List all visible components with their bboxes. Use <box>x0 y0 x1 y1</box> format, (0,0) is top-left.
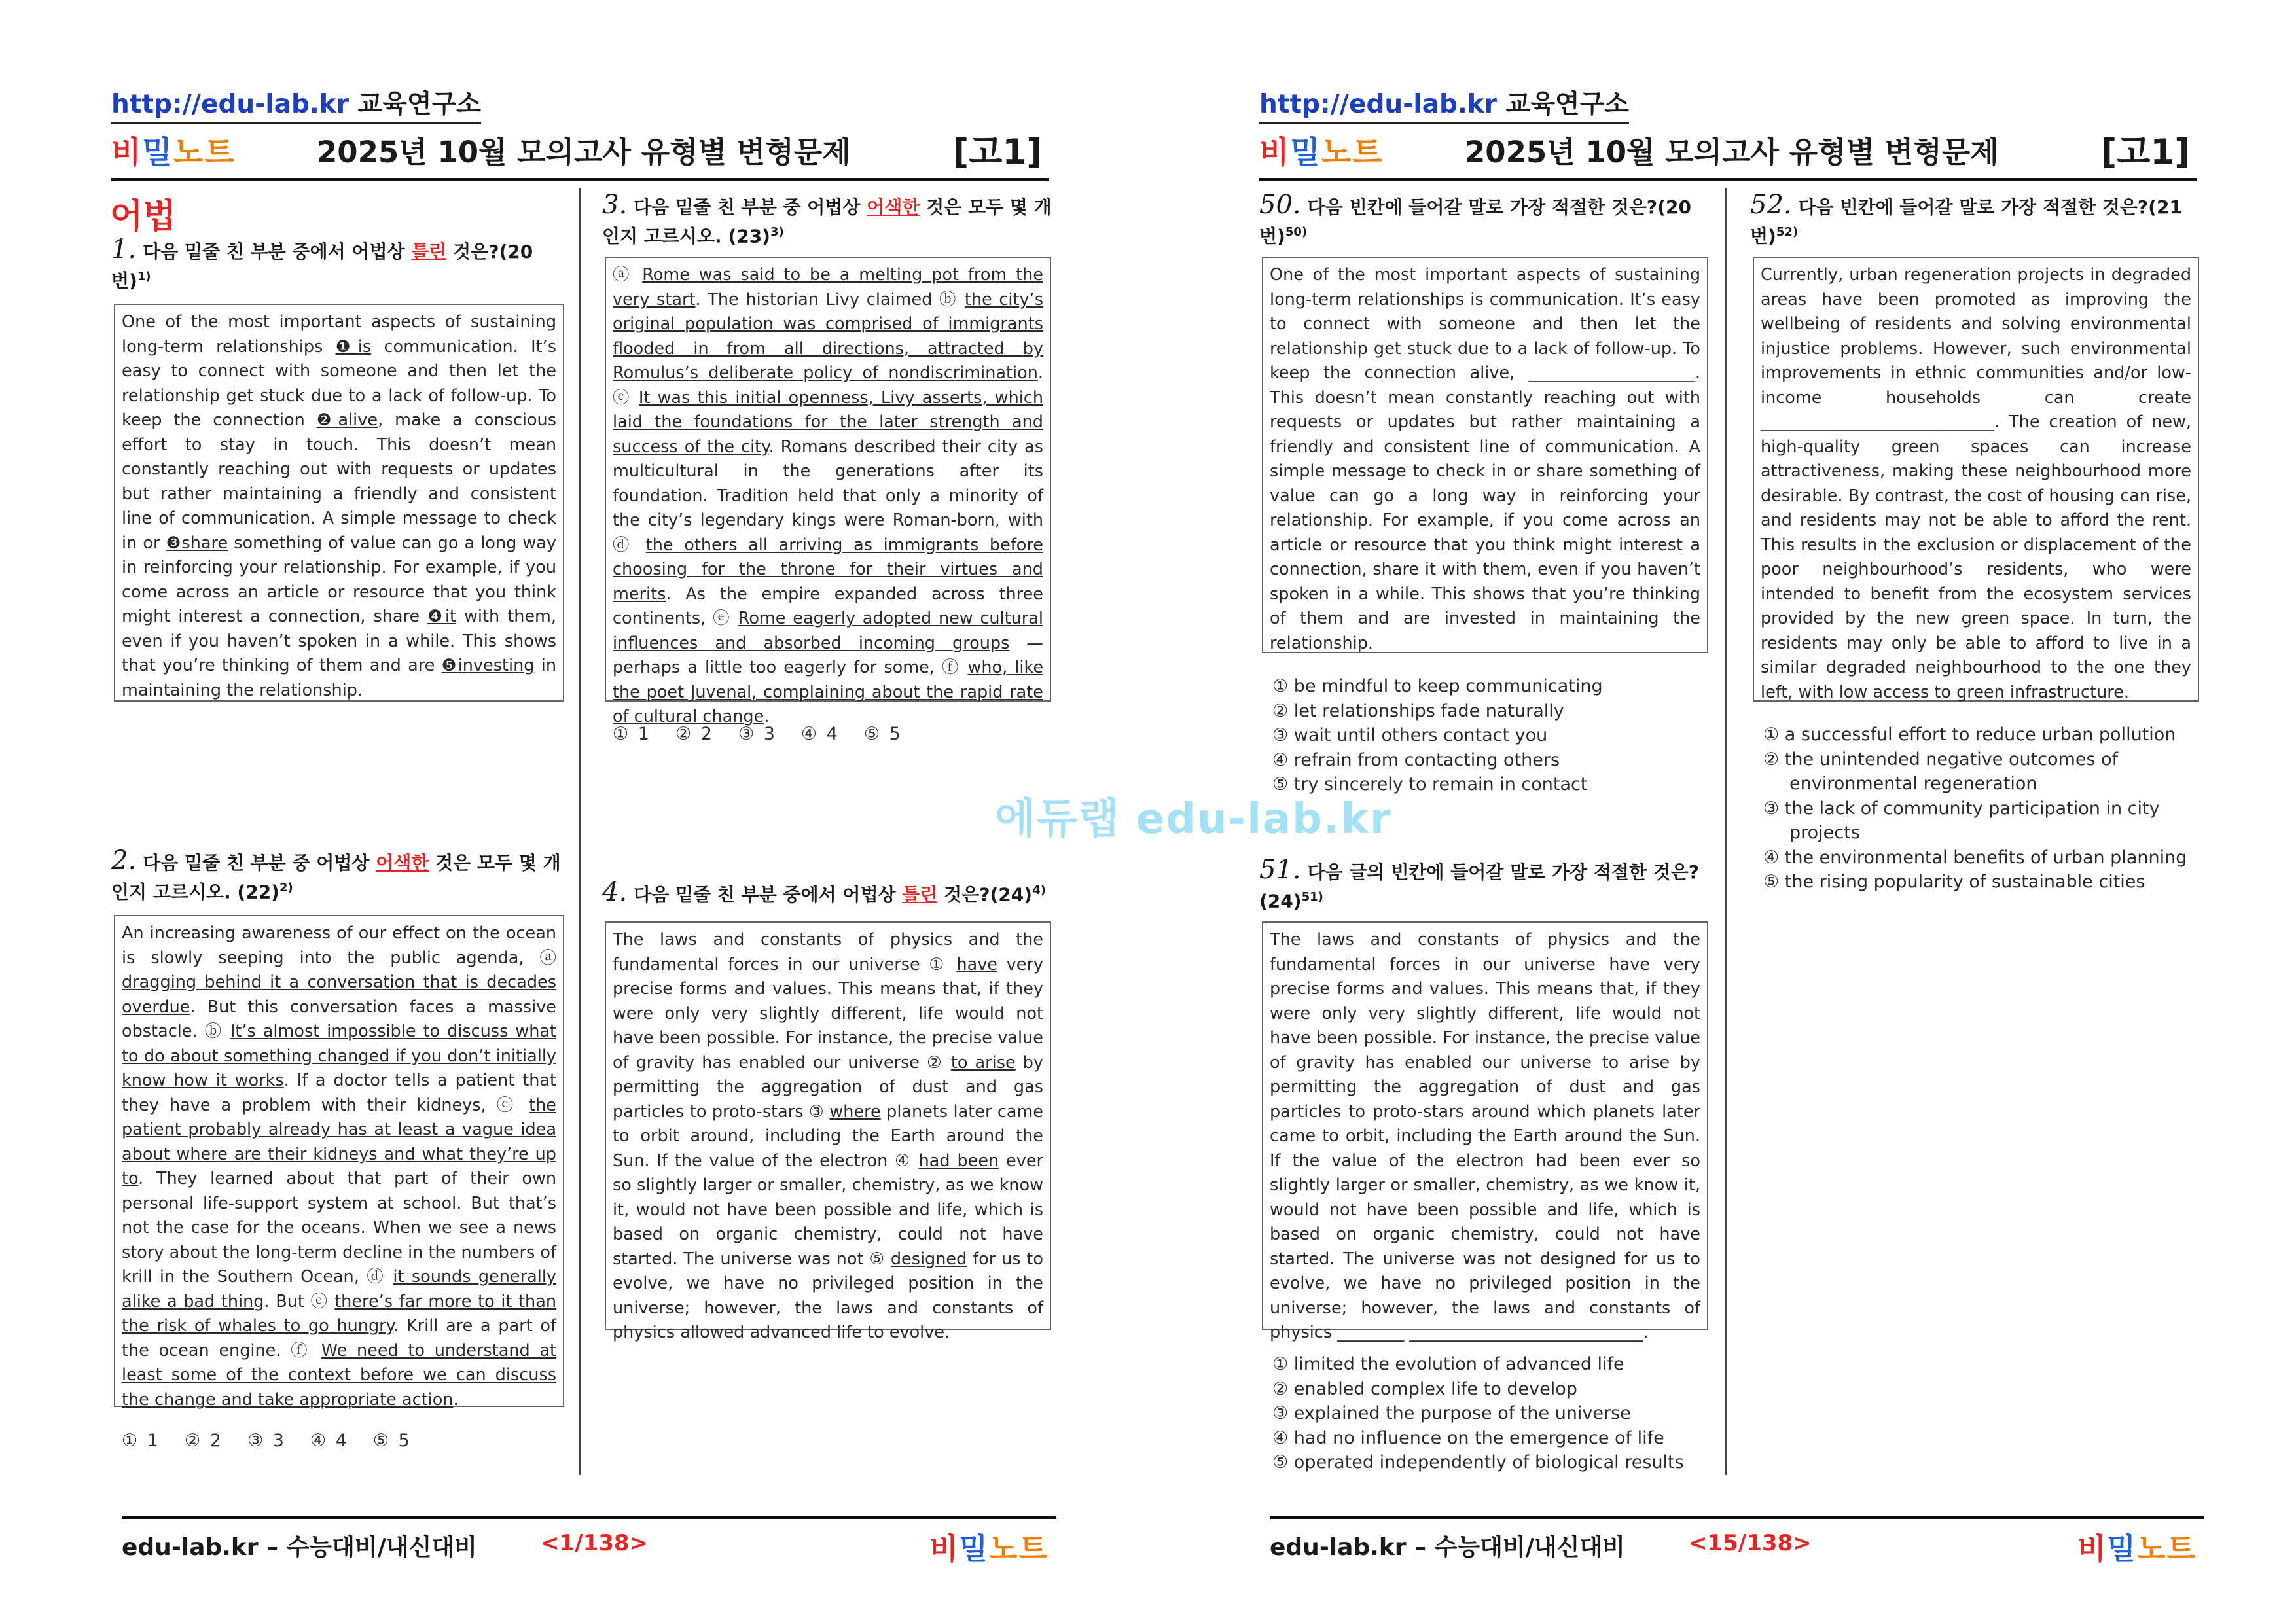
question-52-options <box>1763 722 2195 895</box>
question-51-prompt: 51. 다음 글의 빈칸에 들어갈 말로 가장 적절한 것은$?(24)^{51)}$ <box>1259 855 1700 912</box>
q1-text-segment: One of the most important aspects of sustaining long-term relationships <box>122 312 556 357</box>
section-title: 어법 <box>110 197 176 236</box>
footer-text: edu-lab.kr – 수능대비/내신대비 <box>122 1534 477 1561</box>
q3-underlined-segment: It was this initial openness, Livy asserts, which laid the foundations for the later strength and success of the city <box>613 387 1043 457</box>
answer-option[interactable]: ⑤ try sincerely to remain in contact <box>1272 774 1588 794</box>
answer-option[interactable]: ⑤ the rising popularity of sustainable cities <box>1763 872 2145 892</box>
answer-option[interactable]: ⑤ 5 <box>863 724 901 744</box>
q1-underlined-segment: ❶is <box>335 336 372 357</box>
question-50-passage: One of the most important aspects of sustaining long-term relationships is communication. It’s easy to connect with someone and then let the relationship get stuck due to a lack of follow-up. To keep the connection alive, ____________________. This doesn’t mean constantly reaching out with requests or updates but rather maintaining a friendly and consistent line of communication. A simple message to check in or share something of value can go a long way in reinforcing your relationship. For example, if you come across an article or resource that you think might interest a connection, share it with them, even if you haven’t spoken in a while. This shows that you’re thinking of them and are invested in maintaining the relationship. <box>1262 257 1708 653</box>
question-2-options <box>122 1431 436 1451</box>
q1-underlined-segment: ❷alive <box>316 410 378 430</box>
brand-logo: 비밀노트 <box>1259 135 1384 171</box>
watermark: 에듀랩 edu-lab.kr <box>995 795 1392 844</box>
q1-text-segment: communication. It’s easy to connect with someone and then let the relationship get stuck due to a lack of follow-up. To keep the connection <box>122 336 556 430</box>
q4-underlined-segment: to arise <box>950 1052 1016 1073</box>
question-3-options <box>613 724 927 744</box>
answer-option[interactable]: ② the unintended negative outcomes of environmental regeneration <box>1763 749 2119 794</box>
answer-option[interactable]: ① 1 <box>613 724 649 744</box>
q2-text-segment: An increasing awareness of our effect on the ocean is slowly seeping into the public agenda, ⓐ <box>122 923 556 968</box>
answer-option[interactable]: ④ 4 <box>310 1431 347 1451</box>
q4-underlined-segment: designed <box>890 1249 967 1269</box>
answer-option[interactable]: ③ wait until others contact you <box>1272 725 1548 745</box>
question-4-prompt: 4. 다음 밑줄 친 부분 중에서 어법상 틀린 것은$?(24)^{4)}$ <box>602 877 1046 908</box>
question-50-prompt: 50. 다음 빈칸에 들어갈 말로 가장 적절한 것은?(20번)$^{50)}$ <box>1259 190 1691 247</box>
answer-option[interactable]: ② 2 <box>184 1431 221 1451</box>
q2-text-segment: . But this conversation faces a massive obstacle. ⓑ <box>122 997 556 1041</box>
q4-text-segment: ever so slightly larger or smaller, chemistry, as we know it, would not have been possible and life, which is based on organic chemistry, could not have started. The universe was not ⑤ <box>613 1150 1043 1269</box>
q3-underlined-segment: the others all arriving as immigrants before choosing for the throne for their virtues and merits <box>613 535 1043 604</box>
q3-text-segment: ⓐ <box>613 265 643 285</box>
q2-text-segment: . Krill are a part of the ocean engine. ⓕ <box>122 1316 556 1361</box>
answer-option[interactable]: ⑤ 5 <box>372 1431 410 1451</box>
question-2-prompt: 2. 다음 밑줄 친 부분 중 어법상 어색한 것은 모두 몇 개인지 고르시오. $(22)^{2)}$ <box>111 846 561 903</box>
answer-option[interactable]: ④ refrain from contacting others <box>1272 749 1560 770</box>
q4-text-segment: planets later came to orbit around, including the Earth around the Sun. If the value of the electron ④ <box>613 1101 1043 1171</box>
answer-option[interactable]: ① a successful effort to reduce urban pollution <box>1763 724 2176 745</box>
q2-text-segment: . <box>453 1389 459 1410</box>
question-4-passage <box>605 921 1051 1342</box>
header-rule <box>111 178 1049 181</box>
q4-text-segment: by permitting the aggregation of dust and gas particles to proto-stars ③ <box>613 1052 1044 1122</box>
footer-rule <box>1270 1516 2204 1519</box>
q2-text-segment: . But ⓔ <box>264 1291 335 1311</box>
footer-text: edu-lab.kr – 수능대비/내신대비 <box>1270 1534 1625 1561</box>
footer-page-number: <15/138> <box>1689 1530 1812 1556</box>
answer-option[interactable]: ① be mindful to keep communicating <box>1272 676 1603 696</box>
answer-option[interactable]: ④ 4 <box>800 724 838 744</box>
answer-option[interactable]: ④ had no influence on the emergence of life <box>1272 1427 1664 1448</box>
q4-text-segment: very precise forms and values. This means that, if they were only very slightly different, life would not have been possible. For instance, the precise value of gravity has enabled our universe ② <box>613 954 1043 1073</box>
answer-option[interactable]: ② 2 <box>675 724 712 744</box>
q3-underlined-segment: the city’s original population was comprised of immigrants flooded in from all directions, attracted by Romulus’s deliberate policy of nondiscrimination <box>613 289 1044 383</box>
site-link[interactable]: http://edu-lab.kr 교육연구소 <box>111 84 481 124</box>
page-title: 2025년 10월 모의고사 유형별 변형문제 <box>317 135 851 169</box>
q1-underlined-segment: ❺investing <box>441 656 535 675</box>
footer-brand-logo: 비밀노트 <box>929 1531 1049 1566</box>
q2-underlined-segment: We need to understand at least some of the context before we can discuss the change and take appropriate action <box>122 1340 556 1410</box>
q2-text-segment: . If a doctor tells a patient that they have a problem with their kidneys, ⓒ <box>122 1071 556 1115</box>
question-1-passage <box>114 304 564 702</box>
question-1-prompt: 1. 다음 밑줄 친 부분 중에서 어법상 틀린 것은?(20번)$^{1)}$ <box>111 234 533 292</box>
grade-label: [고1] <box>2101 132 2191 172</box>
answer-option[interactable]: ③ 3 <box>738 724 775 744</box>
q1-text-segment: with them, even if you haven’t spoken in a while. This shows that you’re thinking of them and are <box>122 607 557 675</box>
column-divider <box>1725 188 1727 1475</box>
q2-underlined-segment: there’s far more to it than the risk of whales to go hungry <box>122 1291 556 1336</box>
q2-underlined-segment: dragging behind it a conversation that is decades overdue <box>122 972 556 1017</box>
q1-underlined-segment: ❸share <box>166 533 228 553</box>
question-3-passage <box>605 257 1051 726</box>
question-51-passage: The laws and constants of physics and the fundamental forces in our universe have very precise forms and values. This means that, if they were only very slightly different, life would not have been possible. For instance, the precise value of gravity has enabled our universe to arise by permitting the aggregation of dust and gas particles to proto-stars around which planets later came to orbit, including the Earth around the Sun. If the value of the electron had been ever so slightly larger or smaller, chemistry, as we know it, would not have been possible and life, which is based on organic chemistry, could not have started. The universe was not designed for us to evolve, we have no privileged position in the universe; however, the laws and constants of physics ________ ____________________________. <box>1262 921 1708 1330</box>
q3-underlined-segment: Rome was said to be a melting pot from the very start <box>613 265 1043 310</box>
footer-page-number: <1/138> <box>541 1530 649 1556</box>
q1-underlined-segment: ❹it <box>427 607 457 626</box>
q4-underlined-segment: where <box>829 1101 881 1122</box>
answer-option[interactable]: ③ the lack of community participation in city projects <box>1763 798 2160 843</box>
question-3-prompt: 3. 다음 밑줄 친 부분 중 어법상 어색한 것은 모두 몇 개인지 고르시오. $(23)^{3)}$ <box>602 190 1052 247</box>
q2-text-segment: . They learned about that part of their own personal life-support system at school. But that’s not the case for the oceans. When we see a news story about the long-term decline in the numbers of krill in the Southern Ocean, ⓓ <box>122 1169 556 1287</box>
header-rule <box>1259 178 2197 181</box>
answer-option[interactable]: ① limited the evolution of advanced life <box>1272 1354 1624 1374</box>
question-52-passage: Currently, urban regeneration projects in degraded areas have been promoted as improving the wellbeing of residents and solving environmental injustice problems. However, such environmental improvements in ethnic communities and/or low-income households can create ____________________________. The creation of new, high-quality green spaces can increase attractiveness, making these neighbourhood more desirable. By contrast, the cost of housing can rise, and residents may not be able to afford the rent. This results in the exclusion or displacement of the poor neighbourhood’s residents, who were intended to benefit from the ecosystem services provided by the new green space. In turn, the residents may only be able to afford to live in a similar degraded neighbourhood to the one they left, with low access to green infrastructure. <box>1753 257 2199 702</box>
q1-text-segment: , make a conscious effort to stay in touch. This doesn’t mean constantly reaching out with requests or updates but rather maintaining a friendly and consistent line of communication. A simple message to check in or <box>122 410 556 553</box>
answer-option[interactable]: ③ 3 <box>247 1431 284 1451</box>
q4-underlined-segment: had been <box>918 1150 999 1171</box>
question-52-prompt: 52. 다음 빈칸에 들어갈 말로 가장 적절한 것은?(21번)$^{52)}$ <box>1750 190 2182 247</box>
q3-text-segment: . <box>764 707 770 726</box>
site-link[interactable]: http://edu-lab.kr 교육연구소 <box>1259 84 1629 124</box>
answer-option[interactable]: ⑤ operated independently of biological results <box>1272 1452 1684 1472</box>
q3-text-segment: . As the empire expanded across three continents, ⓔ <box>613 584 1043 628</box>
q3-underlined-segment: who, like the poet Juvenal, complaining about the rapid rate of cultural change <box>613 658 1044 726</box>
q3-underlined-segment: Rome eagerly adopted new cultural influences and absorbed incoming groups <box>613 609 1043 653</box>
q4-underlined-segment: have <box>956 954 997 974</box>
q3-text-segment: . The historian Livy claimed ⓑ <box>695 289 965 310</box>
q2-underlined-segment: It’s almost impossible to discuss what to do about something changed if you don’t initially know how it works <box>122 1022 556 1090</box>
q3-text-segment: — perhaps a little too eagerly for some, ⓕ <box>613 633 1043 677</box>
q1-text-segment: in maintaining the relationship. <box>122 656 556 700</box>
question-51-options <box>1272 1352 1704 1475</box>
question-50-options <box>1272 674 1704 797</box>
answer-option[interactable]: ① 1 <box>122 1431 158 1451</box>
q2-underlined-segment: the patient probably already has at least a vague idea about where are their kidneys and what they’re up to <box>122 1095 556 1188</box>
question-2-passage <box>114 915 564 1410</box>
q4-text-segment: The laws and constants of physics and the fundamental forces in our universe ① <box>613 930 1043 974</box>
footer-brand-logo: 비밀노트 <box>2077 1531 2197 1566</box>
answer-option[interactable]: ③ explained the purpose of the universe <box>1272 1403 1631 1423</box>
grade-label: [고1] <box>953 132 1043 172</box>
q4-text-segment: for us to evolve, we have no privileged position in the universe; however, the laws and constants of physics allowed advanced life to evolve. <box>613 1249 1043 1342</box>
column-divider <box>579 188 581 1475</box>
answer-option[interactable]: ④ the environmental benefits of urban planning <box>1763 847 2187 868</box>
answer-option[interactable]: ② let relationships fade naturally <box>1272 700 1564 721</box>
answer-option[interactable]: ② enabled complex life to develop <box>1272 1378 1577 1399</box>
q3-text-segment: . Romans described their city as multicultural in the generations after its foundation. Tradition held that only a minority of the city’s legendary kings were Roman-born, with ⓓ <box>613 437 1043 555</box>
brand-logo: 비밀노트 <box>111 135 236 171</box>
q2-underlined-segment: it sounds generally alike a bad thing <box>122 1267 556 1311</box>
q1-text-segment: something of value can go a long way in reinforcing your relationship. For example, if you come across an article or resource that you think might interest a connection, share <box>122 533 556 626</box>
q3-text-segment: . ⓒ <box>613 363 1043 408</box>
page-title: 2025년 10월 모의고사 유형별 변형문제 <box>1465 135 1999 169</box>
footer-rule <box>122 1516 1056 1519</box>
